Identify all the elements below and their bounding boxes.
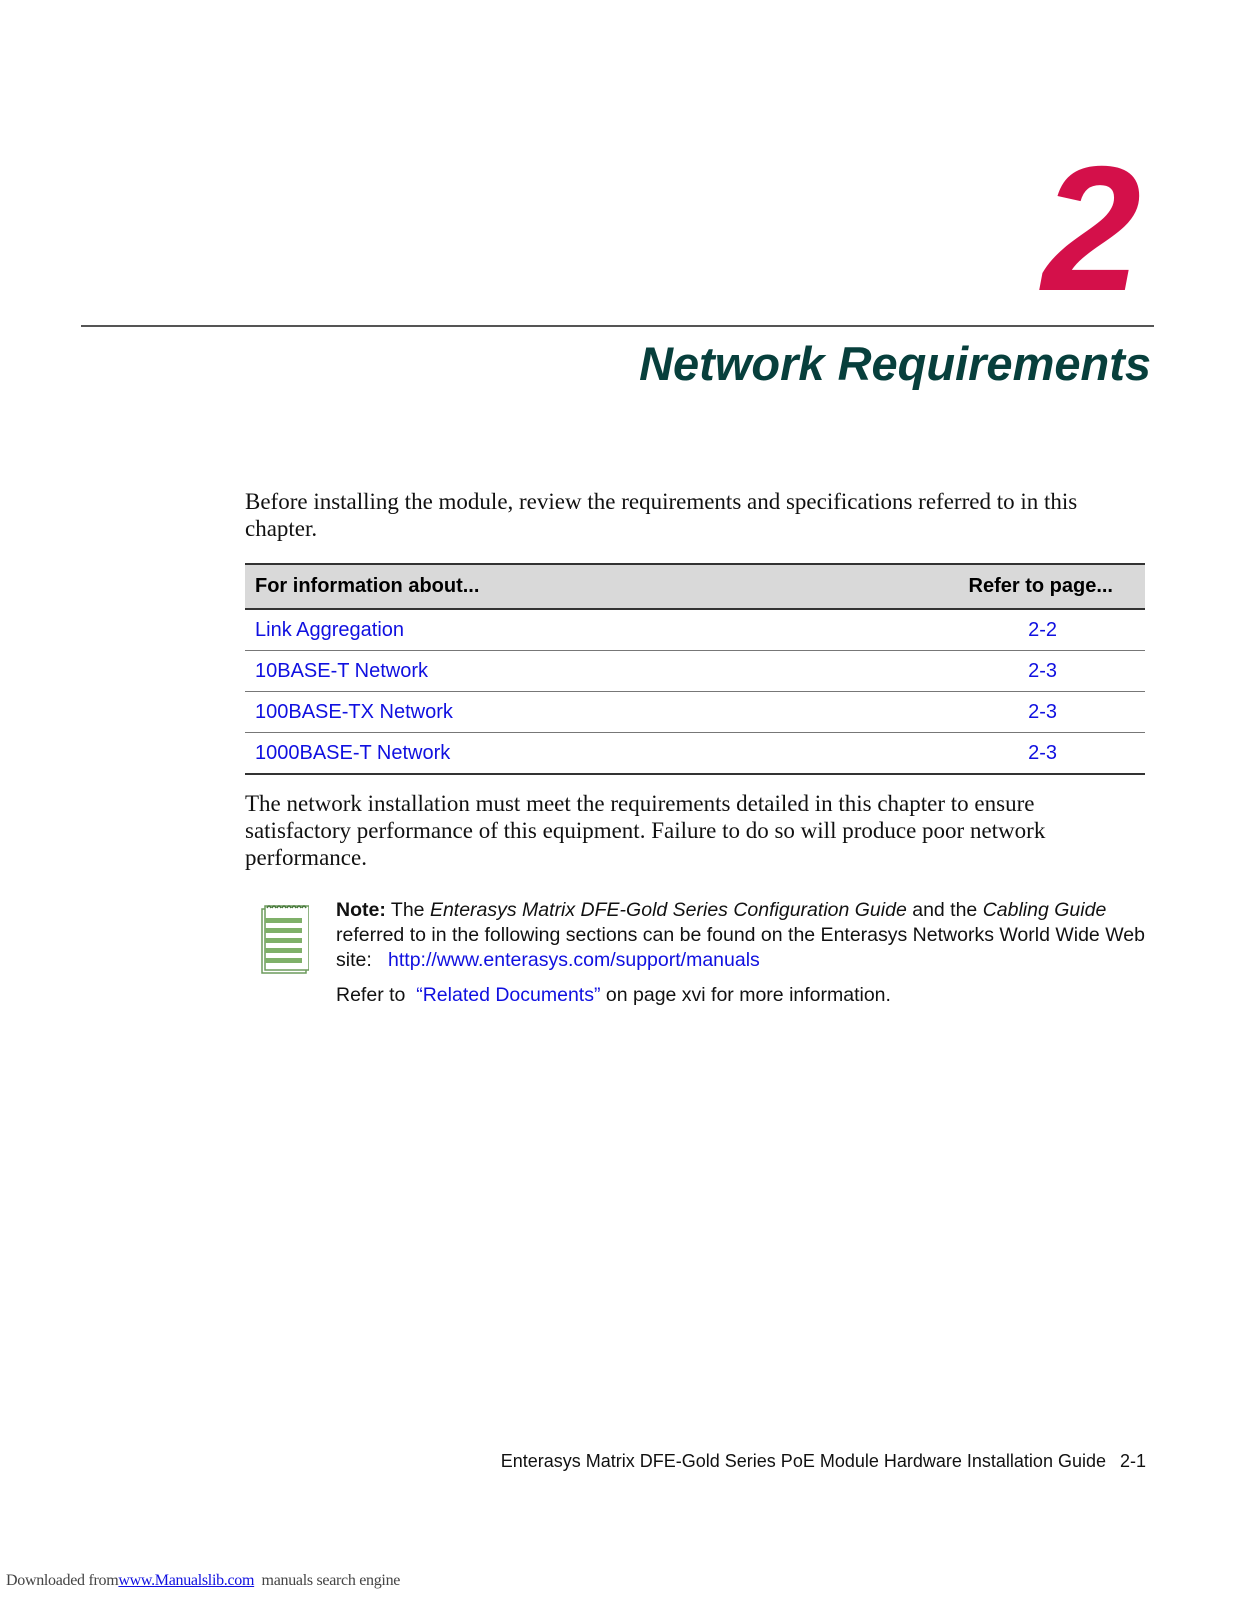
note-refer [336, 983, 1146, 1008]
page-link[interactable]: 2-2 [847, 609, 1145, 651]
download-prefix: Downloaded from [6, 1572, 119, 1589]
note-text-part: referred to in the following sections can be found on the Enterasys Networks World Wide Web site: [336, 924, 1145, 971]
table-row [245, 733, 1145, 775]
table-row [245, 692, 1145, 733]
note-text-part: The [390, 899, 425, 921]
topic-link[interactable]: 100BASE-TX Network [245, 692, 847, 733]
chapter-number: 2 [1042, 129, 1141, 328]
download-attribution [6, 1572, 400, 1590]
refer-suffix: on page xvi for more information. [605, 984, 891, 1006]
topic-link[interactable]: 10BASE-T Network [245, 651, 847, 692]
download-suffix: manuals search engine [261, 1572, 401, 1589]
related-documents-link[interactable]: “Related Documents” [416, 984, 601, 1006]
note-text-part: and the [912, 899, 978, 921]
refer-prefix: Refer to [336, 984, 406, 1006]
reference-table [245, 563, 1145, 775]
table-header-topic: For information about... [255, 575, 480, 597]
table-header-row [245, 564, 1145, 609]
table-row [245, 651, 1145, 692]
topic-link[interactable]: 1000BASE-T Network [245, 733, 847, 775]
requirements-paragraph: The network installation must meet the requirements detailed in this chapter to ensure satisfactory performance of this equipment. Failure to do so will produce poor network performance. [245, 791, 1046, 870]
chapter-rule [81, 325, 1154, 327]
cabling-guide-title: Cabling Guide [982, 899, 1107, 921]
note-text [336, 898, 1146, 973]
note-block [336, 898, 1146, 1008]
notepad-icon [261, 904, 309, 974]
manualslib-link[interactable]: www.Manualslib.com [118, 1572, 255, 1589]
config-guide-title: Enterasys Matrix DFE-Gold Series Configuration Guide [429, 899, 907, 921]
page-link[interactable]: 2-3 [847, 733, 1145, 775]
intro-paragraph: Before installing the module, review the requirements and specifications referred to in this chapter. [245, 489, 1078, 541]
manuals-url-link[interactable]: http://www.enterasys.com/support/manuals [388, 949, 760, 971]
page-link[interactable]: 2-3 [847, 651, 1145, 692]
page-link[interactable]: 2-3 [847, 692, 1145, 733]
table-header-page: Refer to page... [968, 575, 1113, 597]
table-row [245, 609, 1145, 651]
footer-guide-title: Enterasys Matrix DFE-Gold Series PoE Module Hardware Installation Guide [500, 1451, 1106, 1471]
footer-page-number: 2-1 [1119, 1451, 1146, 1471]
page-footer [501, 1451, 1146, 1472]
chapter-title: Network Requirements [639, 337, 1151, 390]
note-label: Note: [336, 899, 386, 921]
topic-link[interactable]: Link Aggregation [245, 609, 847, 651]
